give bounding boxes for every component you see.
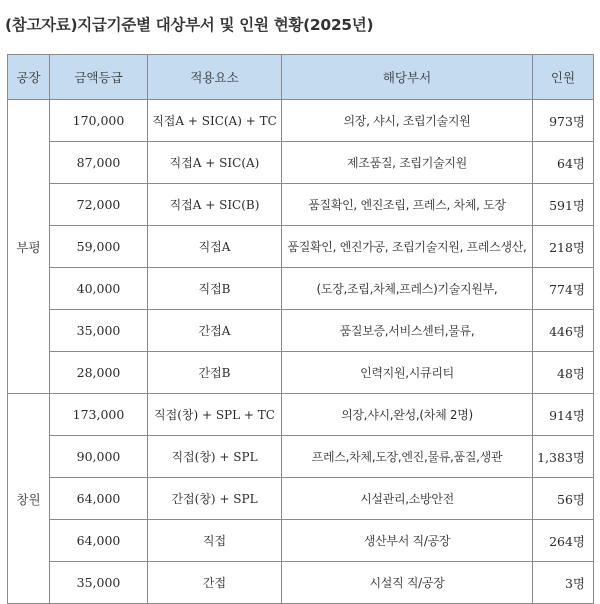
element-cell: 직접B <box>148 268 282 310</box>
count-cell: 218명 <box>533 226 594 268</box>
count-cell: 3명 <box>533 562 594 604</box>
count-cell: 591명 <box>533 184 594 226</box>
table-row <box>8 310 594 352</box>
table-row <box>8 394 594 436</box>
department-cell: 품질확인, 엔진가공, 조립기술지원, 프레스생산, <box>282 226 533 268</box>
element-cell: 간접B <box>148 352 282 394</box>
header-plant: 공장 <box>8 55 50 100</box>
table-row <box>8 436 594 478</box>
element-cell: 직접A <box>148 226 282 268</box>
count-cell: 774명 <box>533 268 594 310</box>
element-cell: 간접(창) + SPL <box>148 478 282 520</box>
count-cell: 446명 <box>533 310 594 352</box>
table-row <box>8 142 594 184</box>
count-cell: 1,383명 <box>533 436 594 478</box>
amount-cell: 87,000 <box>50 142 148 184</box>
element-cell: 간접 <box>148 562 282 604</box>
department-cell: 제조품질, 조립기술지원 <box>282 142 533 184</box>
table-row <box>8 268 594 310</box>
amount-cell: 28,000 <box>50 352 148 394</box>
amount-cell: 40,000 <box>50 268 148 310</box>
count-cell: 48명 <box>533 352 594 394</box>
department-cell: 시설직 직/공장 <box>282 562 533 604</box>
amount-cell: 170,000 <box>50 100 148 142</box>
page-title: (참고자료)지급기준별 대상부서 및 인원 현황(2025년) <box>5 16 374 34</box>
element-cell: 직접(창) + SPL <box>148 436 282 478</box>
count-cell: 973명 <box>533 100 594 142</box>
count-cell: 264명 <box>533 520 594 562</box>
header-count: 인원 <box>533 55 594 100</box>
table-row <box>8 226 594 268</box>
table-row <box>8 520 594 562</box>
amount-cell: 72,000 <box>50 184 148 226</box>
element-cell: 직접A + SIC(A) + TC <box>148 100 282 142</box>
department-cell: 의장, 샤시, 조립기술지원 <box>282 100 533 142</box>
amount-cell: 59,000 <box>50 226 148 268</box>
amount-cell: 173,000 <box>50 394 148 436</box>
department-cell: 생산부서 직/공장 <box>282 520 533 562</box>
table-row <box>8 562 594 604</box>
department-cell: (도장,조립,차체,프레스)기술지원부, <box>282 268 533 310</box>
department-cell: 품질확인, 엔진조립, 프레스, 차체, 도장 <box>282 184 533 226</box>
allowance-table <box>7 54 594 604</box>
header-row <box>8 55 594 100</box>
amount-cell: 64,000 <box>50 520 148 562</box>
table-row <box>8 184 594 226</box>
department-cell: 품질보증,서비스센터,물류, <box>282 310 533 352</box>
amount-cell: 64,000 <box>50 478 148 520</box>
plant-cell: 부평 <box>8 100 50 394</box>
department-cell: 의장,샤시,완성,(차체 2명) <box>282 394 533 436</box>
header-amount: 금액등급 <box>50 55 148 100</box>
element-cell: 직접A + SIC(A) <box>148 142 282 184</box>
department-cell: 프레스,차체,도장,엔진,물류,품질,생관 <box>282 436 533 478</box>
count-cell: 914명 <box>533 394 594 436</box>
amount-cell: 35,000 <box>50 310 148 352</box>
amount-cell: 90,000 <box>50 436 148 478</box>
table-row <box>8 478 594 520</box>
department-cell: 인력지원,시큐리티 <box>282 352 533 394</box>
table-row <box>8 352 594 394</box>
element-cell: 직접 <box>148 520 282 562</box>
header-element: 적용요소 <box>148 55 282 100</box>
count-cell: 56명 <box>533 478 594 520</box>
department-cell: 시설관리,소방안전 <box>282 478 533 520</box>
element-cell: 직접A + SIC(B) <box>148 184 282 226</box>
element-cell: 간접A <box>148 310 282 352</box>
header-department: 해당부서 <box>282 55 533 100</box>
plant-cell: 창원 <box>8 394 50 604</box>
table-row <box>8 100 594 142</box>
count-cell: 64명 <box>533 142 594 184</box>
element-cell: 직접(창) + SPL + TC <box>148 394 282 436</box>
amount-cell: 35,000 <box>50 562 148 604</box>
